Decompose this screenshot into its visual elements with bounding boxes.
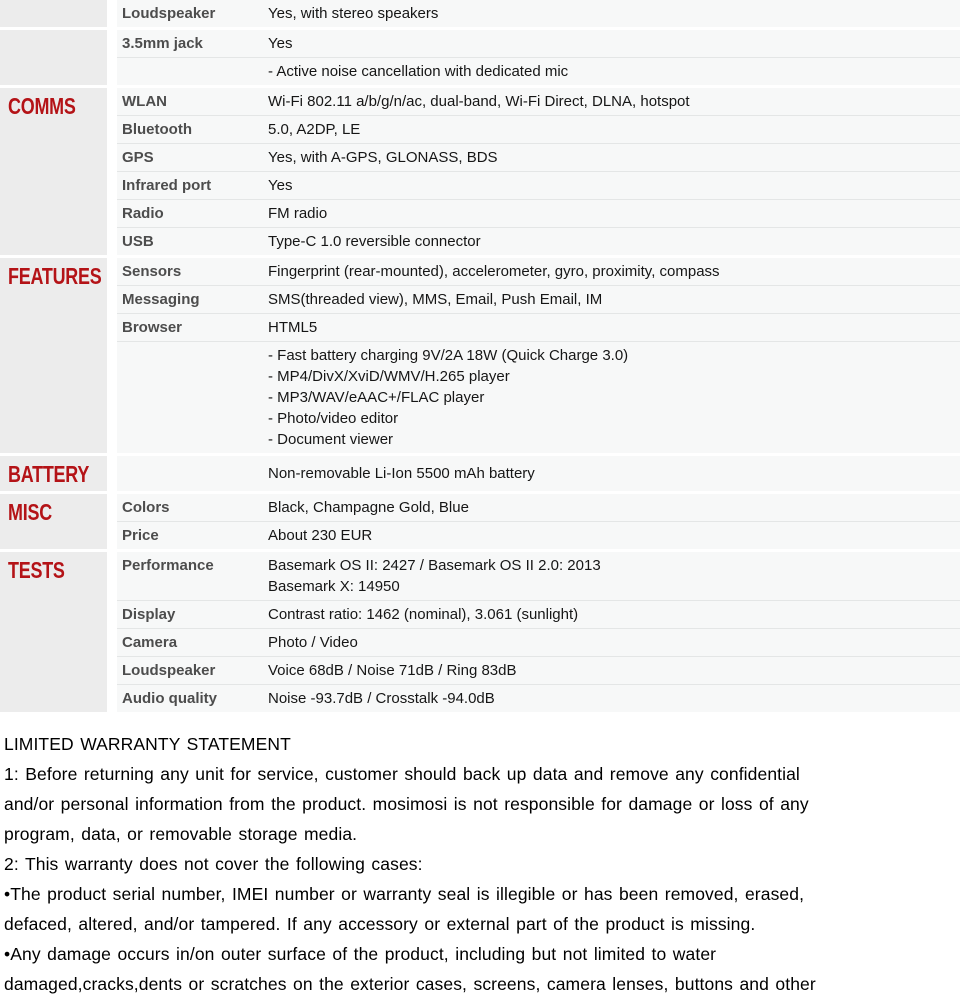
warranty-line: and/or personal information from the product. mosimosi is not responsible for damage or loss of any <box>4 794 809 814</box>
spec-label: Loudspeaker <box>122 5 216 22</box>
spec-value <box>260 147 960 168</box>
spec-row <box>117 552 960 600</box>
spec-value-line: - MP4/DivX/XviD/WMV/H.265 player <box>268 368 510 385</box>
spec-section <box>0 258 960 453</box>
spec-label: WLAN <box>122 93 167 110</box>
spec-value <box>260 3 960 24</box>
spec-row <box>117 313 960 341</box>
spec-section <box>0 552 960 712</box>
spec-value <box>260 175 960 196</box>
spec-label: Bluetooth <box>122 121 192 138</box>
spec-value <box>260 525 960 546</box>
category-cell <box>0 494 107 549</box>
category-cell <box>0 0 107 27</box>
warranty-title: LIMITED WARRANTY STATEMENT <box>4 734 291 754</box>
category-label: COMMS <box>8 93 76 119</box>
spec-value-line: - Active noise cancellation with dedicated mic <box>268 63 569 80</box>
spec-row <box>117 57 960 85</box>
spec-label: Radio <box>122 205 164 222</box>
spec-value-line: Basemark OS II: 2427 / Basemark OS II 2.0: 2013 <box>268 557 601 574</box>
spec-label: Colors <box>122 499 170 516</box>
spec-section <box>0 456 960 491</box>
spec-row <box>117 494 960 521</box>
spec-value-line: Yes, with stereo speakers <box>268 5 439 22</box>
spec-row <box>117 285 960 313</box>
spec-value <box>260 345 960 450</box>
spec-value <box>260 463 960 484</box>
spec-value-line: - MP3/WAV/eAAC+/FLAC player <box>268 389 485 406</box>
spec-value-line: SMS(threaded view), MMS, Email, Push Email, IM <box>268 291 603 308</box>
spec-value-line: Yes <box>268 35 293 52</box>
spec-section <box>0 0 960 27</box>
spec-row <box>117 199 960 227</box>
spec-value <box>260 604 960 625</box>
warranty-line: 1: Before returning any unit for service, customer should back up data and remove any confidential <box>4 764 800 784</box>
spec-label: Display <box>122 606 176 623</box>
spec-label: Price <box>122 527 159 544</box>
section-rows <box>117 456 960 491</box>
warranty-line: defaced, altered, and/or tampered. If any accessory or external part of the product is missing. <box>4 914 756 934</box>
spec-row <box>117 227 960 255</box>
section-rows <box>117 494 960 549</box>
spec-label: GPS <box>122 149 154 166</box>
spec-label <box>117 345 260 450</box>
spec-section <box>0 494 960 549</box>
spec-row <box>117 521 960 549</box>
spec-value <box>260 231 960 252</box>
spec-value-line: Photo / Video <box>268 634 358 651</box>
warranty-line: program, data, or removable storage media. <box>4 824 358 844</box>
spec-value-line: Voice 68dB / Noise 71dB / Ring 83dB <box>268 662 517 679</box>
spec-value-line: - Fast battery charging 9V/2A 18W (Quick Charge 3.0) <box>268 347 629 364</box>
category-label: FEATURES <box>8 263 102 289</box>
spec-value <box>260 261 960 282</box>
spec-row <box>117 115 960 143</box>
spec-value-line: Wi-Fi 802.11 a/b/g/n/ac, dual-band, Wi-Fi Direct, DLNA, hotspot <box>268 93 690 110</box>
spec-value <box>260 688 960 709</box>
spec-value <box>260 203 960 224</box>
spec-row <box>117 258 960 285</box>
spec-row <box>117 456 960 491</box>
section-rows <box>117 258 960 453</box>
spec-value <box>260 660 960 681</box>
spec-label: Loudspeaker <box>122 662 216 679</box>
spec-label <box>117 463 260 484</box>
spec-value <box>260 33 960 54</box>
spec-value-line: Fingerprint (rear-mounted), accelerometer, gyro, proximity, compass <box>268 263 720 280</box>
spec-value-line: Noise -93.7dB / Crosstalk -94.0dB <box>268 690 495 707</box>
spec-value-line: - Document viewer <box>268 431 394 448</box>
spec-value-line: Type-C 1.0 reversible connector <box>268 233 481 250</box>
spec-row <box>117 656 960 684</box>
spec-value-line: Yes, with A-GPS, GLONASS, BDS <box>268 149 498 166</box>
spec-value-line: About 230 EUR <box>268 527 373 544</box>
warranty-line: damaged,cracks,dents or scratches on the exterior cases, screens, camera lenses, buttons and other <box>4 974 816 994</box>
section-rows <box>117 30 960 85</box>
spec-label: Performance <box>122 557 214 574</box>
spec-value <box>260 317 960 338</box>
spec-label: Browser <box>122 319 183 336</box>
section-rows <box>117 0 960 27</box>
spec-value-line: 5.0, A2DP, LE <box>268 121 361 138</box>
spec-value-line: Black, Champagne Gold, Blue <box>268 499 469 516</box>
spec-value-line: Non-removable Li-Ion 5500 mAh battery <box>268 465 535 482</box>
section-rows <box>117 552 960 712</box>
warranty-line: 2: This warranty does not cover the following cases: <box>4 854 423 874</box>
spec-row <box>117 628 960 656</box>
spec-row <box>117 143 960 171</box>
spec-value <box>260 91 960 112</box>
spec-label: Messaging <box>122 291 200 308</box>
spec-value-line: HTML5 <box>268 319 318 336</box>
spec-value <box>260 497 960 518</box>
spec-row <box>117 171 960 199</box>
spec-value <box>260 289 960 310</box>
category-cell <box>0 30 107 85</box>
category-cell <box>0 456 107 491</box>
spec-label: USB <box>122 233 154 250</box>
spec-value <box>260 632 960 653</box>
spec-section <box>0 88 960 255</box>
warranty-statement <box>4 729 956 999</box>
spec-value <box>260 61 960 82</box>
section-rows <box>117 88 960 255</box>
spec-value <box>260 555 960 597</box>
spec-row <box>117 0 960 27</box>
spec-label: Camera <box>122 634 178 651</box>
spec-row <box>117 684 960 712</box>
spec-value-line: - Photo/video editor <box>268 410 399 427</box>
spec-row <box>117 88 960 115</box>
spec-row <box>117 30 960 57</box>
spec-label <box>117 61 260 82</box>
category-cell <box>0 88 107 255</box>
spec-section <box>0 30 960 85</box>
spec-label: Audio quality <box>122 690 217 707</box>
category-label: BATTERY <box>8 461 90 487</box>
spec-label: 3.5mm jack <box>122 35 203 52</box>
spec-value-line: Yes <box>268 177 293 194</box>
category-cell <box>0 258 107 453</box>
category-label: TESTS <box>8 557 65 583</box>
spec-row <box>117 600 960 628</box>
warranty-line: •Any damage occurs in/on outer surface of the product, including but not limited to water <box>4 944 717 964</box>
spec-value-line: Basemark X: 14950 <box>268 578 400 595</box>
spec-label: Sensors <box>122 263 182 280</box>
spec-label: Infrared port <box>122 177 212 194</box>
spec-row <box>117 341 960 453</box>
category-cell <box>0 552 107 712</box>
spec-value <box>260 119 960 140</box>
warranty-line: •The product serial number, IMEI number or warranty seal is illegible or has been removed, erased, <box>4 884 805 904</box>
spec-value-line: FM radio <box>268 205 328 222</box>
warranty-lines <box>4 759 956 999</box>
spec-value-line: Contrast ratio: 1462 (nominal), 3.061 (sunlight) <box>268 606 579 623</box>
category-label: MISC <box>8 499 52 525</box>
